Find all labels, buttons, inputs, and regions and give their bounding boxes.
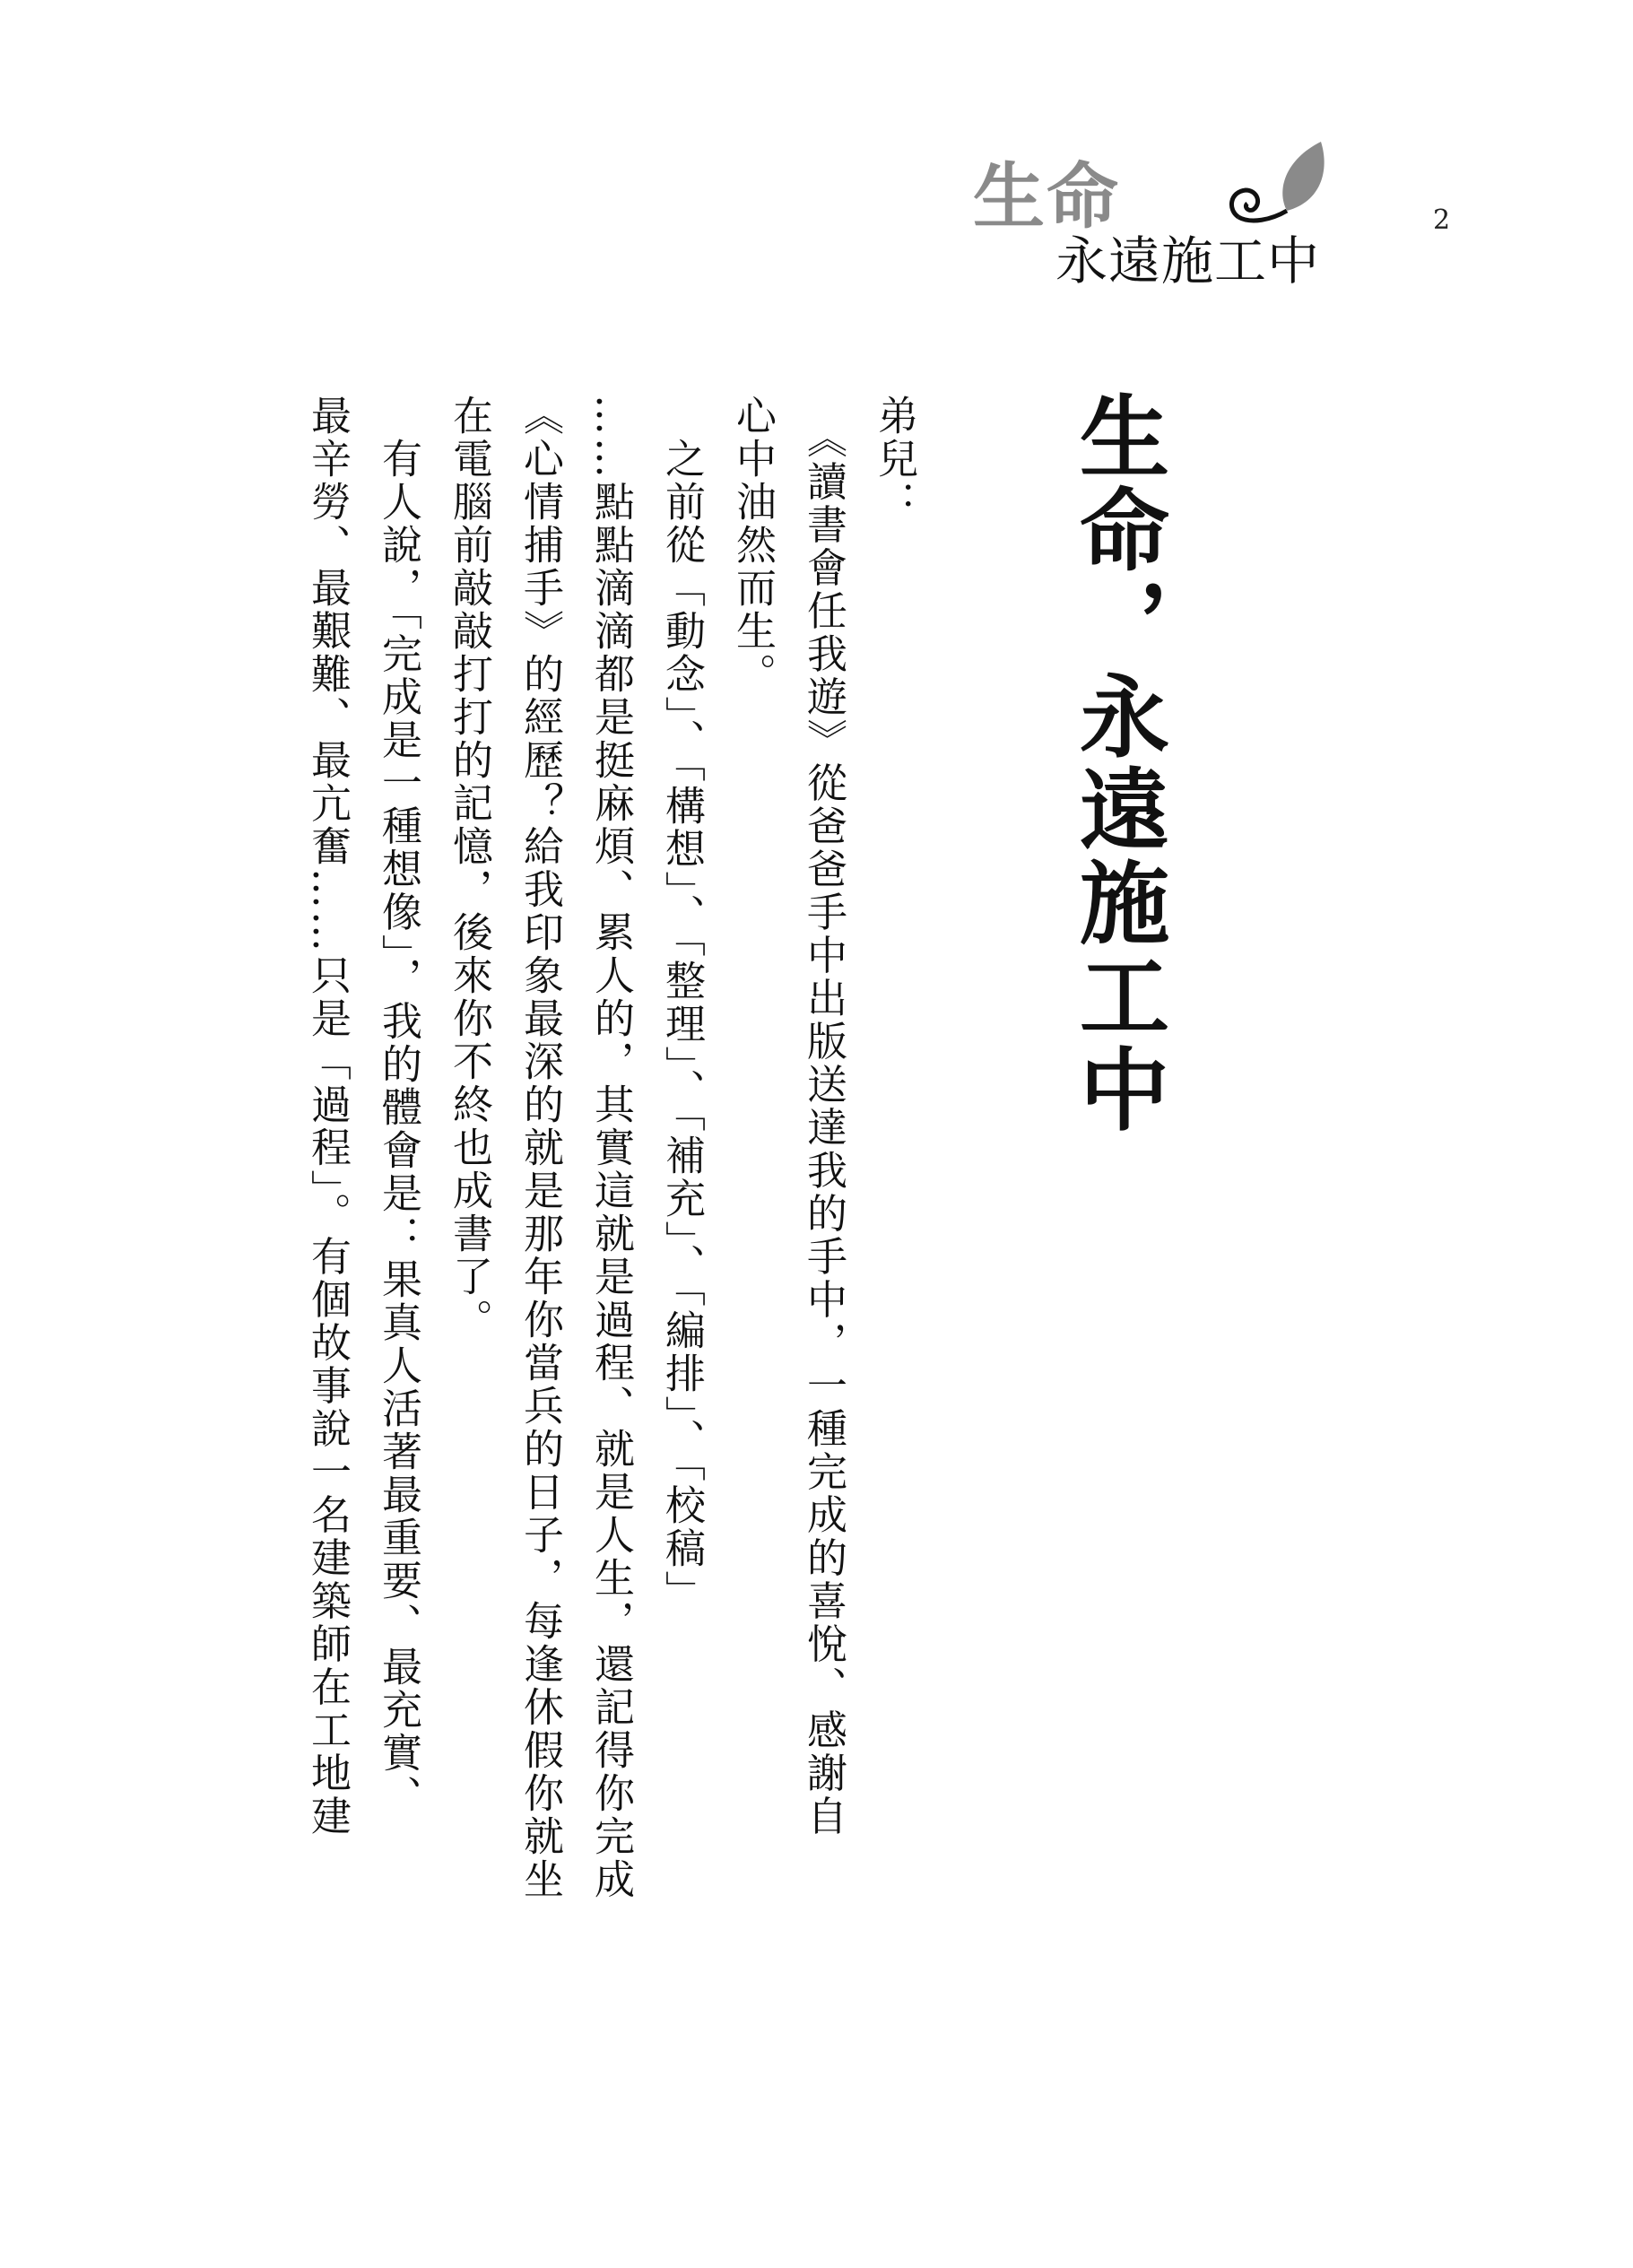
- text-column: 在電腦前敲敲打打的記憶，後來你不終也成書了。: [446, 395, 493, 1342]
- text-column: 最辛勞、最艱難、最亢奮……只是「過程」。有個故事說一名建築師在工地建: [304, 395, 352, 1838]
- text-column: 《讀書會任我遊》從爸爸手中出版送達我的手中，一種完成的喜悅、感謝自: [800, 395, 847, 1838]
- page-number: 2: [1433, 204, 1451, 236]
- logo-sub-text: 永遠施工中: [1055, 230, 1321, 291]
- text-column: 之前從「動念」、「構想」、「整理」、「補充」、「編排」、「校稿」: [658, 395, 706, 1613]
- logo-main-text: 生命: [973, 155, 1120, 239]
- text-column: 《心情捕手》的經歷？給我印象最深的就是那年你當兵的日子，每逢休假你就坐: [517, 395, 564, 1901]
- book-logo: [973, 135, 1332, 291]
- chapter-title: 生命，永遠施工中: [1064, 390, 1169, 1136]
- text-column: 弟兒：: [871, 395, 918, 524]
- text-column: ……點點滴滴都是挺麻煩、累人的，其實這就是過程、就是人生，還記得你完成: [587, 395, 635, 1901]
- text-column: 心中油然而生。: [729, 395, 777, 696]
- text-column: 有人說，「完成是一種想像」，我的體會是：果真人活著最重要、最充實、: [375, 395, 422, 1818]
- leaf-icon: [1186, 135, 1339, 233]
